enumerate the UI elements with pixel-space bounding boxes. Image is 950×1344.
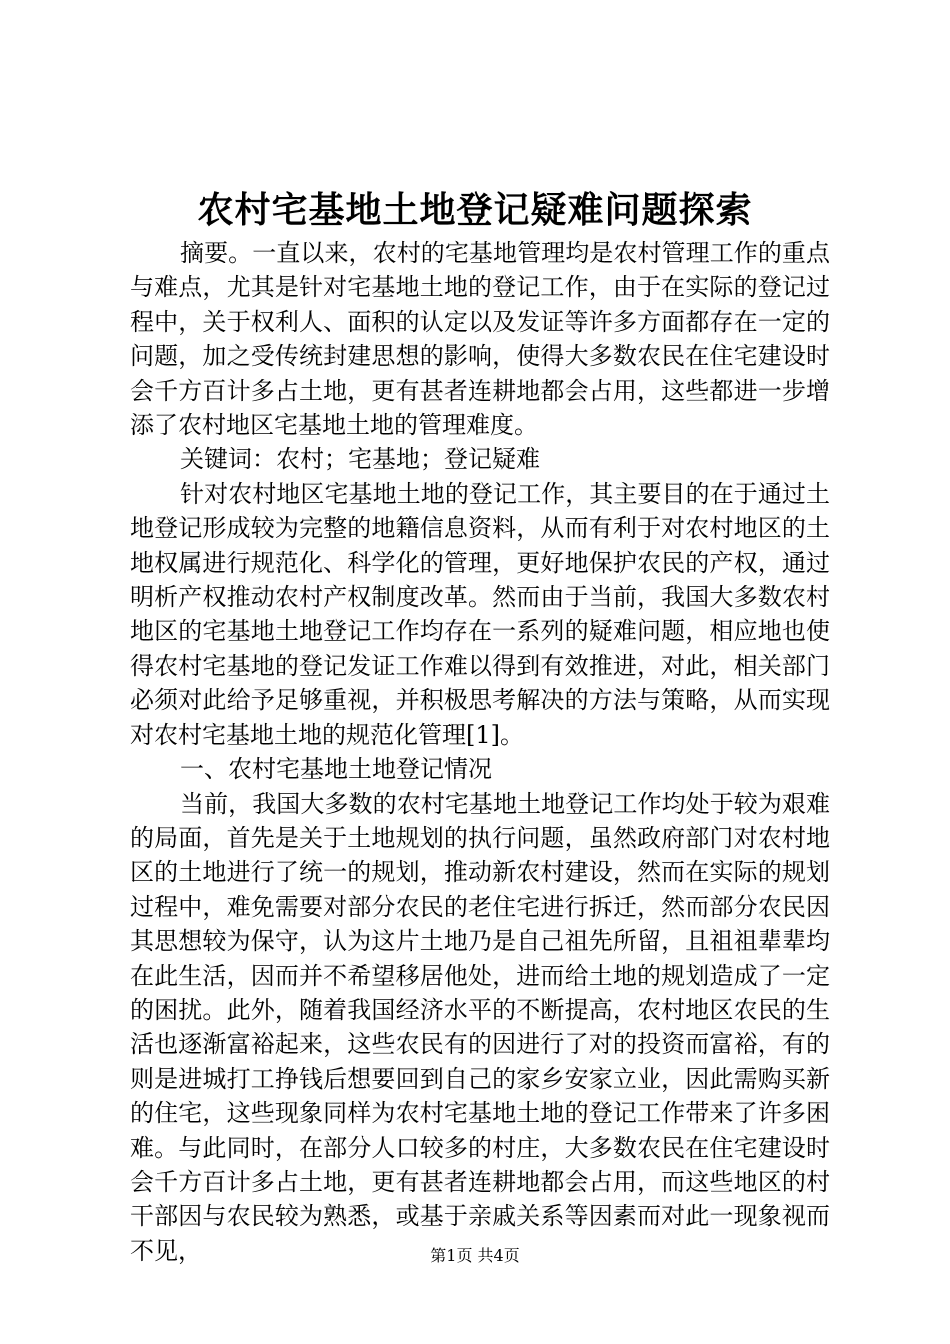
abstract-paragraph: 摘要。一直以来，农村的宅基地管理均是农村管理工作的重点与难点，尤其是针对宅基地土地的登记工作，由于在实际的登记过程中，关于权利人、面积的认定以及发证等许多方面都存在一定的问题，加之受传统封建思想的影响，使得大多数农民在住宅建设时会千方百计多占土地，更有甚者连耕地都会占用，这些都进一步增添了农村地区宅基地土地的管理难度。 — [130, 239, 830, 440]
document-title: 农村宅基地土地登记疑难问题探索 — [197, 189, 753, 231]
page-footer: 第1页 共4页 — [430, 1246, 520, 1265]
keywords-paragraph: 关键词：农村；宅基地；登记疑难 — [180, 445, 540, 474]
document-body — [130, 236, 830, 1268]
section-paragraph: 当前，我国大多数的农村宅基地土地登记工作均处于较为艰难的局面，首先是关于土地规划的执行问题，虽然政府部门对农村地区的土地进行了统一的规划，推动新农村建设，然而在实际的规划过程中，难免需要对部分农民的老住宅进行拆迁，然而部分农民因其思想较为保守，认为这片土地乃是自己祖先所留，且祖祖辈辈均在此生活，因而并不希望移居他处，进而给土地的规划造成了一定的困扰。此外，随着我国经济水平的不断提高，农村地区农民的生活也逐渐富裕起来，这些农民有的因进行了对的投资而富裕，有的则是进城打工挣钱后想要回到自己的家乡安家立业，因此需购买新的住宅，这些现象同样为农村宅基地土地的登记工作带来了许多困难。与此同时，在部分人口较多的村庄，大多数农民在住宅建设时会千方百计多占土地，更有甚者连耕地都会占用，而这些地区的村干部因与农民较为熟悉，或基于亲戚关系等因素而对此一现象视而不见， — [130, 789, 830, 1265]
intro-paragraph: 针对农村地区宅基地土地的登记工作，其主要目的在于通过土地登记形成较为完整的地籍信息资料，从而有利于对农村地区的土地权属进行规范化、科学化的管理，更好地保护农民的产权，通过明析产权推动农村产权制度改革。然而由于当前，我国大多数农村地区的宅基地土地登记工作均存在一系列的疑难问题，相应地也使得农村宅基地的登记发证工作难以得到有效推进，对此，相关部门必须对此给予足够重视，并积极思考解决的方法与策略，从而实现对农村宅基地土地的规范化管理[1]。 — [130, 479, 830, 749]
section-heading: 一、农村宅基地土地登记情况 — [180, 755, 492, 784]
